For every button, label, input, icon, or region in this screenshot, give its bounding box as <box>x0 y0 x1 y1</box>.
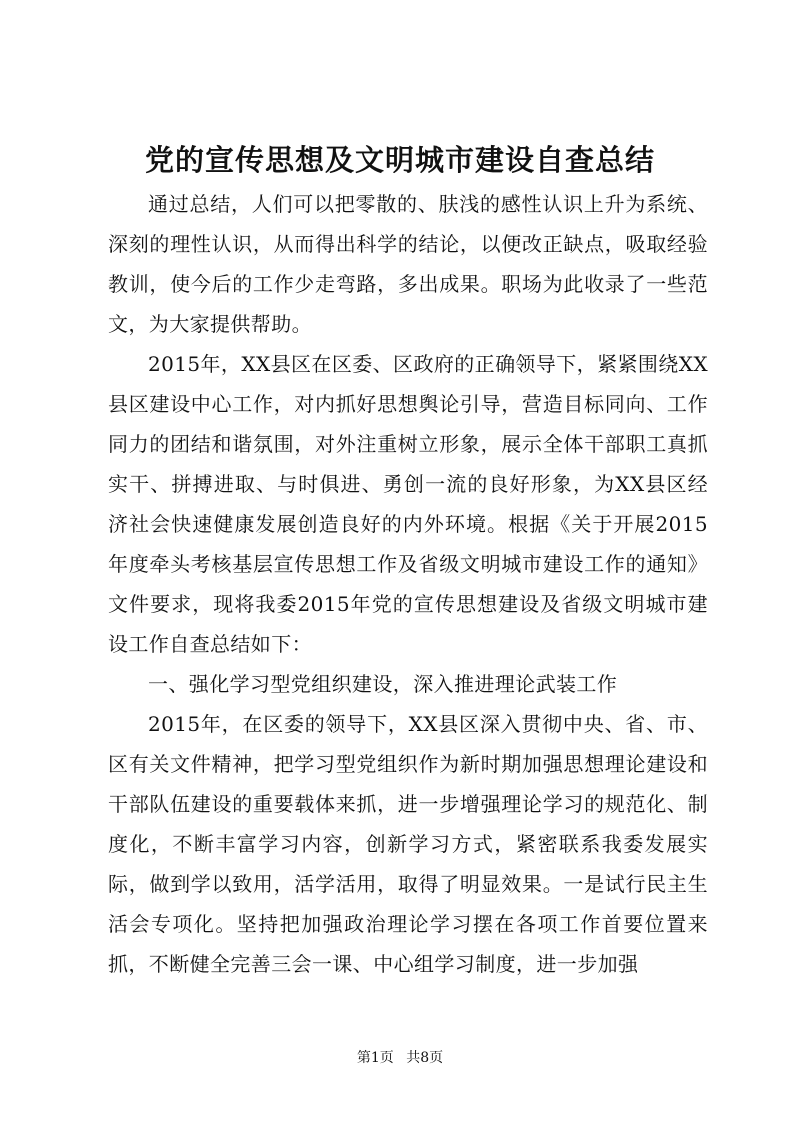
paragraph-intro: 通过总结，人们可以把零散的、肤浅的感性认识上升为系统、深刻的理性认识，从而得出科学的结论，以便改正缺点，吸取经验教训，使今后的工作少走弯路，多出成果。职场为此收录了一些范文，为大家提供帮助。 <box>108 192 708 336</box>
section-heading-1: 一、强化学习型党组织建设，深入推进理论武装工作 <box>148 672 618 696</box>
document-body <box>108 184 708 984</box>
page-number: 第1页 <box>356 1050 394 1066</box>
paragraph-overview: 2015年，XX县区在区委、区政府的正确领导下，紧紧围绕XX县区建设中心工作，对内抓好思想舆论引导，营造目标同向、工作同力的团结和谐氛围，对外注重树立形象，展示全体干部职工真抓实干、拼搏进取、与时俱进、勇创一流的良好形象，为XX县区经济社会快速健康发展创造良好的内外环境。根据《关于开展2015年度牵头考核基层宣传思想工作及省级文明城市建设工作的通知》文件要求，现将我委2015年党的宣传思想建设及省级文明城市建设工作自查总结如下： <box>108 352 708 656</box>
document-title: 党的宣传思想及文明城市建设自查总结 <box>144 143 655 177</box>
page-footer <box>0 1048 800 1068</box>
paragraph-section-1: 2015年，在区委的领导下，XX县区深入贯彻中央、省、市、区有关文件精神，把学习型党组织作为新时期加强思想理论建设和干部队伍建设的重要载体来抓，进一步增强理论学习的规范化、制度化，不断丰富学习内容，创新学习方式，紧密联系我委发展实际，做到学以致用，活学活用，取得了明显效果。一是试行民主生活会专项化。坚持把加强政治理论学习摆在各项工作首要位置来抓，不断健全完善三会一课、中心组学习制度，进一步加强 <box>108 712 708 976</box>
page-total: 共8页 <box>406 1050 444 1066</box>
